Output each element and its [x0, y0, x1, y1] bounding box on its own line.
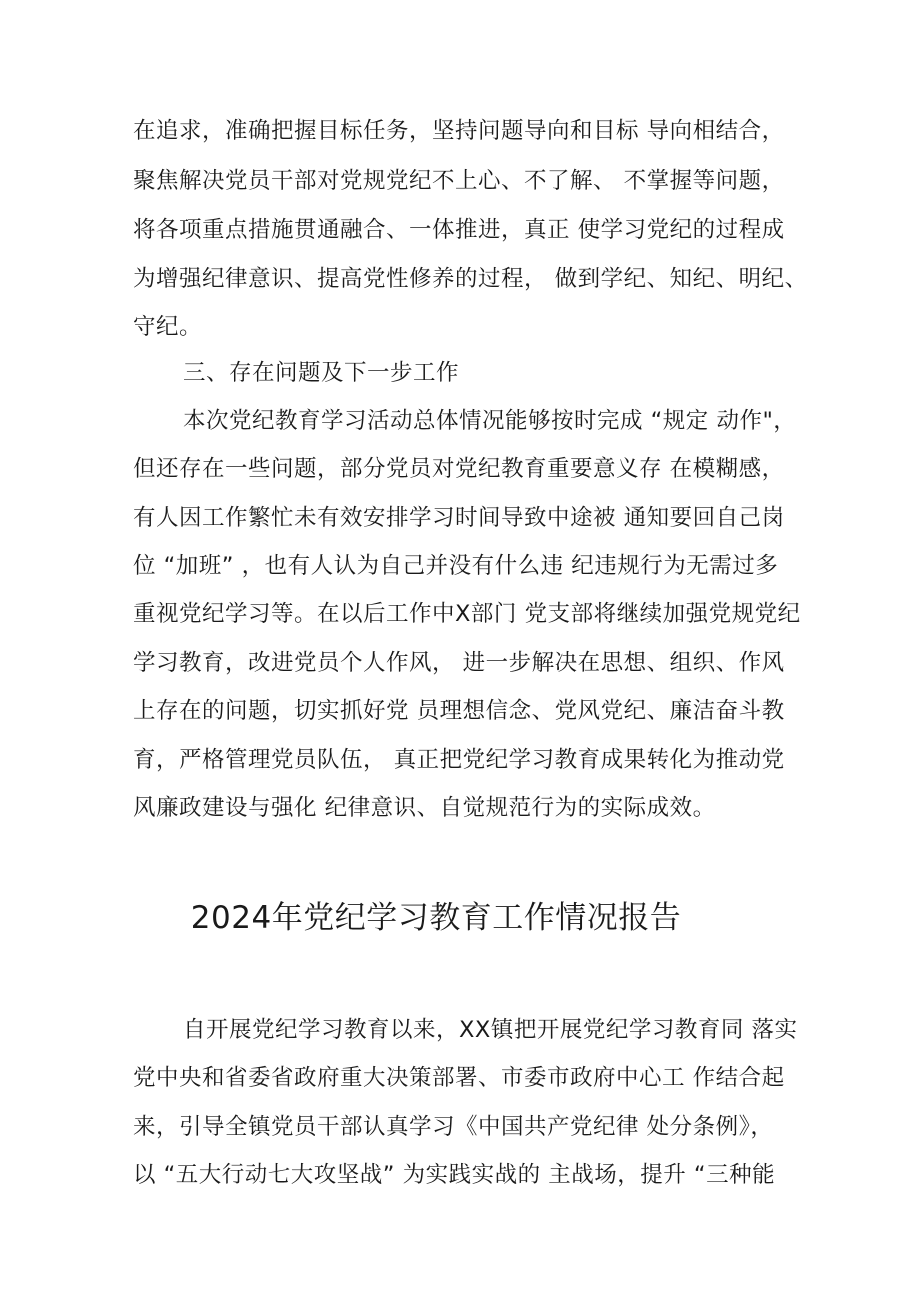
paragraph-line: 但还存在一些问题，部分党员对党纪教育重要意义存 在模糊感，: [133, 456, 785, 482]
paragraph-line: 育，严格管理党员队伍， 真正把党纪学习教育成果转化为推动党: [133, 747, 785, 773]
paragraph-line: 风廉政建设与强化 纪律意识、自觉规范行为的实际成效。: [133, 795, 716, 821]
paragraph-line: 在追求，准确把握目标任务，坚持问题导向和目标 导向相结合，: [133, 118, 785, 144]
paragraph-line: 党中央和省委省政府重大决策部署、市委市政府中心工 作结合起: [133, 1065, 785, 1091]
paragraph-line: 本次党纪教育学习活动总体情况能够按时完成 “规定 动作"，: [183, 408, 797, 434]
paragraph-line: 上存在的问题，切实抓好党 员理想信念、党风党纪、廉洁奋斗教: [133, 698, 785, 724]
paragraph-line: 将各项重点措施贯通融合、一体推进，真正 使学习党纪的过程成: [133, 217, 785, 243]
paragraph-line: 以 “五大行动七大攻坚战” 为实践实战的 主战场，提升 “三种能: [133, 1162, 776, 1188]
paragraph-line: 来，引导全镇党员干部认真学习《中国共产党纪律 处分条例》，: [133, 1114, 774, 1140]
paragraph-line: 重视党纪学习等。在以后工作中X部门 党支部将继续加强党规党纪: [133, 601, 801, 627]
report-title: 2024年党纪学习教育工作情况报告: [190, 900, 682, 936]
paragraph-line: 为增强纪律意识、提高党性修养的过程， 做到学纪、知纪、明纪、: [133, 266, 808, 292]
paragraph-line: 守纪。: [133, 314, 203, 340]
section-heading: 三、存在问题及下一步工作: [183, 360, 460, 386]
paragraph-line: 有人因工作繁忙未有效安排学习时间导致中途被 通知要回自己岗: [133, 505, 785, 531]
paragraph-line: 聚焦解决党员干部对党规党纪不上心、不了解、 不掌握等问题，: [133, 168, 785, 194]
paragraph-line: 自开展党纪学习教育以来，XX镇把开展党纪学习教育同 落实: [183, 1017, 798, 1043]
paragraph-line: 学习教育，改进党员个人作风， 进一步解决在思想、组织、作风: [133, 650, 785, 676]
paragraph-line: 位 “加班” ，也有人认为自己并没有什么违 纪违规行为无需过多: [133, 553, 779, 579]
